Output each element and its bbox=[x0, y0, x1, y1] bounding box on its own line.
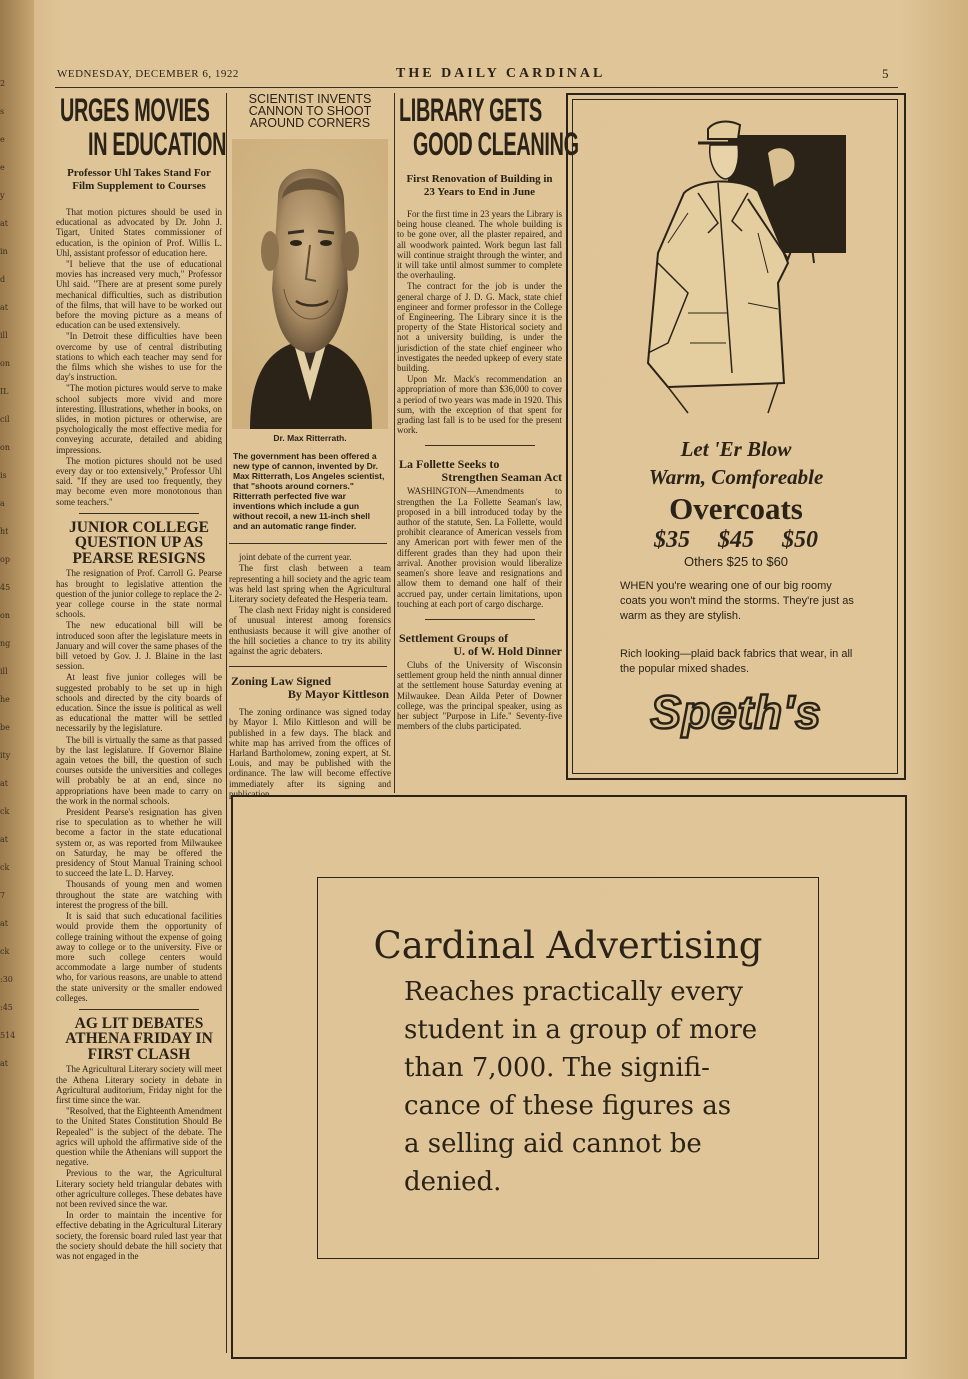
man-in-overcoat-drawing bbox=[628, 113, 848, 413]
column-divider bbox=[394, 93, 395, 793]
paragraph: That motion pictures should be used in educational as advocated by Dr. John J. Tigart, United States commissioner of education, is the opinion of Prof. Willis L. Uhl, assistant professor of education here. bbox=[56, 207, 222, 258]
ad-price-range: Others $25 to $60 bbox=[683, 554, 789, 569]
article-divider bbox=[79, 1009, 199, 1010]
settlement-headline-1: Settlement Groups of bbox=[399, 630, 509, 645]
ad-body-2: Rich looking—plaid back fabrics that wear, in all the popular mixed shades. bbox=[620, 648, 853, 675]
cardinal-ad-line: a selling aid cannot be bbox=[404, 1129, 702, 1159]
paragraph: The bill is virtually the same as that passed by the last legislature. If Governor Blaine again vetoes the bill, the question of such courses outside the universities and colleges will probably be at an end, since no appropriations have been made to carry on the work in the normal schools. bbox=[56, 734, 222, 806]
ag-lit-headline: AG LIT DEBATES ATHENA FRIDAY IN FIRST CLASH bbox=[65, 1014, 213, 1063]
ad-slogan-1: Let 'Er Blow bbox=[680, 437, 792, 461]
paragraph: "Resolved, that the Eighteenth Amendment to the United States Constitution Should Be Repealed" is the subject of the debate. The agrics will uphold the affirmative side of the question while the Athenians will support the negative. bbox=[56, 1106, 222, 1168]
cannon-headline: SCIENTIST INVENTS CANNON TO SHOOT AROUND CORNERS bbox=[248, 92, 372, 130]
spine-fragment: on bbox=[0, 443, 10, 452]
ad-price: $45 bbox=[718, 527, 754, 553]
ad-price: $50 bbox=[782, 527, 818, 553]
paragraph: Clubs of the University of Wisconsin settlement group held the ninth annual dinner at the settlement house Saturday evening at Milwaukee. Dean Ailda Peter of Downer college, was the principal speaker, using as her subject "Purpose in Life." Seventy-five members of the clubs participated. bbox=[397, 659, 562, 732]
speths-overcoat-ad bbox=[566, 93, 906, 780]
paragraph: For the first time in 23 years the Library is being house cleaned. The whole building is to be gone over, all the plaster repaired, and all woodwork painted. Work begun last fall will continue straight through the winter, and it will take until almost summer to complete the overhauling. bbox=[397, 209, 562, 281]
spine-fragment: in bbox=[0, 247, 8, 256]
spine-fragment: :30 bbox=[0, 975, 13, 984]
library-article-body bbox=[397, 209, 562, 435]
paragraph: The resignation of Prof. Carroll G. Pearse has brought to legislative attention the question of the junior college to replace the 2-year college course in the state normal schools. bbox=[56, 568, 222, 620]
paragraph: The clash next Friday night is considered of unusual interest among forensics enthusiasts because it will give another of the hill societies a chance to try its ability against the agric debaters. bbox=[229, 605, 391, 657]
spine-fragment: ill bbox=[0, 331, 8, 340]
spine-fragment: at bbox=[0, 779, 8, 788]
article-divider bbox=[79, 513, 199, 514]
movies-headline-1: URGES MOVIES bbox=[60, 92, 210, 128]
paragraph: "In Detroit these difficulties have been overcome by use of central distributing stations to which each teacher may send for the films which she wishes to use for the day's instruction. bbox=[56, 331, 222, 383]
ad-price: $35 bbox=[654, 527, 690, 553]
movies-article-body bbox=[56, 207, 222, 507]
ritterrath-portrait bbox=[232, 139, 388, 429]
cardinal-ad-line: student in a group of more bbox=[404, 1015, 758, 1045]
cardinal-ad-inner-box bbox=[317, 877, 819, 1259]
zoning-headline-1: Zoning Law Signed bbox=[231, 674, 332, 689]
library-subhead: First Renovation of Building in 23 Years to End in June bbox=[406, 173, 553, 198]
paragraph: In order to maintain the incentive for effective debating in the Agricultural Literary society, the forensic board ruled last year that the society should debate the hill society that was not engaged in the bbox=[56, 1210, 222, 1262]
column-one bbox=[56, 92, 227, 1355]
cardinal-ad-body bbox=[404, 973, 818, 1201]
spine-fragment: ill bbox=[0, 667, 8, 676]
movies-headline-2: IN EDUCATION bbox=[88, 126, 227, 162]
follette-headline-2: Strengthen Seaman Act bbox=[441, 470, 562, 485]
spine-fragment: s bbox=[0, 107, 5, 116]
column-divider bbox=[226, 93, 227, 1353]
ag-lit-article-body bbox=[56, 1064, 222, 1261]
cardinal-ad-line: Reaches practically every bbox=[404, 977, 743, 1007]
spine-fragment: at bbox=[0, 1059, 8, 1068]
ad-slogan-block bbox=[568, 435, 904, 569]
page-header bbox=[40, 66, 890, 86]
spine-fragment: he bbox=[0, 695, 10, 704]
paragraph: "The motion pictures would serve to make school subjects more vivid and more interesting. Illustrations, whether in books, on slides, in motion pictures or otherwise, are psychologically the most effective media for conveying accurate, detailed and abiding impressions. bbox=[56, 383, 222, 455]
spine-fragment: ity bbox=[0, 751, 11, 760]
spine-fragment: 514 bbox=[0, 1031, 16, 1040]
spine-fragment: at bbox=[0, 919, 8, 928]
ad-product: Overcoats bbox=[669, 491, 803, 526]
ad-body-1: WHEN you're wearing one of our big roomy coats you won't mind the storms. They're just as warm as they are stylish. bbox=[620, 580, 854, 622]
cardinal-ad-line: cance of these figures as bbox=[404, 1091, 732, 1121]
paragraph: Upon Mr. Mack's recommendation an appropriation of more than $36,000 to cover a period of two years was made in 1920. This sum, with the exception of that spent for grading last fall is to be used for the present work. bbox=[397, 374, 562, 436]
cardinal-advertising-ad bbox=[231, 795, 907, 1359]
spine-fragment: 2 bbox=[0, 79, 6, 88]
spine-fragment: ng bbox=[0, 639, 11, 648]
spine-fragment: ht bbox=[0, 527, 9, 536]
spine-fragment: ck bbox=[0, 807, 10, 816]
column-three bbox=[397, 92, 579, 793]
junior-college-headline: JUNIOR COLLEGE QUESTION UP AS PEARSE RESIGNS bbox=[69, 518, 209, 567]
ad-slogan-2: Warm, Comforeable bbox=[648, 465, 824, 489]
spine-fragment: ck bbox=[0, 863, 10, 872]
paragraph: The Agricultural Literary society will meet the Athena Literary society in debate in Agricultural auditorium, Friday night for the first time since the war. bbox=[56, 1064, 222, 1106]
page-number: 5 bbox=[882, 66, 889, 81]
spine-fragment: cil bbox=[0, 415, 10, 424]
column-two bbox=[229, 92, 391, 799]
library-headline-2: GOOD CLEANING bbox=[413, 126, 579, 162]
paragraph: It is said that such educational facilities would provide them the opportunity of college training without the expense of going away to college or to the university. Five or more such college centers would accommodate a large number of students who, for various reasons, are unable to attend the state university or the smaller endowed colleges. bbox=[56, 911, 222, 1003]
debate-continued-body bbox=[229, 552, 391, 656]
paragraph: joint debate of the current year. bbox=[239, 552, 352, 563]
cardinal-ad-line: denied. bbox=[404, 1167, 502, 1197]
paragraph: Thousands of young men and women throughout the state are watching with interest the progress of the bill. bbox=[56, 879, 222, 910]
spine-fragment: :45 bbox=[0, 1003, 13, 1012]
spine-fragment: op bbox=[0, 555, 10, 564]
newspaper-title: THE DAILY CARDINAL bbox=[396, 66, 606, 81]
article-divider bbox=[229, 666, 387, 667]
spine-fragment: on bbox=[0, 611, 10, 620]
spine-fragment: d bbox=[0, 275, 6, 284]
ad-prices bbox=[568, 527, 904, 554]
paragraph: The new educational bill will be introduced soon after the legislature meets in January and will cover the same phases of the bill vetoed by Gov. J. J. Blaine in the last session. bbox=[56, 620, 222, 672]
paragraph: At least five junior colleges will be suggested probably to be set up in high schools and directed by the city boards of education. Since the issue is political as well as educational the matter will be settled necessarily by the legislature. bbox=[56, 672, 222, 734]
spine-fragment: at bbox=[0, 303, 8, 312]
zoning-article-body bbox=[229, 707, 391, 799]
spine-fragment: 45 bbox=[0, 583, 11, 592]
article-divider bbox=[425, 619, 535, 620]
paragraph: Previous to the war, the Agricultural Literary society held triangular debates with other agriculture colleges. These debates have not been revived since the war. bbox=[56, 1168, 222, 1210]
movies-subhead: Professor Uhl Takes Stand For Film Supplement to Courses bbox=[67, 167, 211, 192]
paragraph: The first clash between a team representing a hill society and the agric team was held last spring when the Agricultural Literary society defeated the Hesperia team. bbox=[229, 563, 391, 605]
settlement-article-body bbox=[397, 660, 562, 731]
spine-fragment: IL bbox=[0, 387, 9, 396]
spine-fragment: ck bbox=[0, 947, 10, 956]
follette-article-body bbox=[397, 486, 562, 608]
spine-fragment: is bbox=[0, 471, 7, 480]
article-divider bbox=[229, 543, 387, 544]
spine-fragment: 7 bbox=[0, 891, 6, 900]
settlement-headline-2: U. of W. Hold Dinner bbox=[453, 643, 562, 658]
speths-logo: Speth's bbox=[650, 686, 822, 738]
spine-fragment: at bbox=[0, 219, 8, 228]
paragraph: The zoning ordinance was signed today by Mayor I. Milo Kittleson and will be published in a few days. The black and white map has arrived from the offices of Harland Bartholomew, zoning expert, at St. Louis, and may be published with the ordinance. The law will become effective immediately after its signing and publication. bbox=[229, 707, 391, 799]
paragraph: President Pearse's resignation has given rise to speculation as to whether he will become a factor in the state educational system or, as was reported from Milwaukee on Saturday, he may be offered the presidency of Stout Manual Training school to succeed the late L. D. Harvey. bbox=[56, 807, 222, 879]
paragraph: "I believe that the use of educational movies has increased very much," Professor Uhl said. "There are at present some purely mechanical difficulties, such as distribution of the films, that will have to be worked out before the moving picture as a means of education can be used extensively. bbox=[56, 259, 222, 331]
paragraph: The contract for the job is under the general charge of J. D. G. Mack, state chief engineer and former professor in the College of Engineering. The Library since it is the property of the State Historical society and not a university building, is under the jurisdiction of the state chief engineer who investigates the needed upkeep of every state building. bbox=[397, 281, 562, 374]
library-headline-1: LIBRARY GETS bbox=[399, 92, 542, 128]
cannon-caption: The government has been offered a new type of cannon, invented by Dr. Max Ritterrath, Los Angeles scientist, that "shoots around corners." Ritterrath perfected five war inventions which include a gun without recoil, a new 11-inch shell and an automatic range finder. bbox=[233, 451, 385, 532]
spine-fragment: at bbox=[0, 835, 8, 844]
issue-date: WEDNESDAY, DECEMBER 6, 1922 bbox=[57, 68, 239, 80]
follette-headline-1: La Follette Seeks to bbox=[399, 457, 500, 472]
spine-fragment: e bbox=[0, 163, 5, 172]
cardinal-ad-title: Cardinal Advertising bbox=[373, 924, 763, 967]
paragraph: WASHINGTON—Amendments to strengthen the La Follette Seaman's law, proposed in a bill introduced today by the author of the statute, Sen. La Follette, would prohibit clearance of American vessels from any American port with fewer men of the different grades than they had upon their arrival. Another provision would liberalize seamen's shore leave and resignations and allow them to demand one half of their accrued pay, under certain limitations, upon touching at each port of cargo discharge. bbox=[397, 486, 562, 609]
junior-college-article-body bbox=[56, 568, 222, 1003]
spine-fragment: e bbox=[0, 135, 5, 144]
spine-fragment: on bbox=[0, 359, 10, 368]
cardinal-ad-line: than 7,000. The signifi- bbox=[404, 1053, 710, 1083]
portrait-label: Dr. Max Ritterrath. bbox=[273, 433, 347, 443]
paragraph: The motion pictures should not be used every day or too extensively," Professor Uhl said. "If they are used too frequently, they may become even more monotonous than some teachers." bbox=[56, 455, 222, 507]
overcoat-illustration bbox=[628, 113, 848, 413]
spine-fragment: be bbox=[0, 723, 10, 732]
header-rule bbox=[55, 87, 898, 88]
portrait-photo bbox=[232, 139, 388, 429]
binding-edge bbox=[0, 0, 34, 1379]
zoning-headline-2: By Mayor Kittleson bbox=[287, 687, 389, 702]
spine-fragment: a bbox=[0, 499, 5, 508]
spine-fragment: y bbox=[0, 191, 5, 200]
article-divider bbox=[425, 445, 535, 446]
previous-page-fragments bbox=[0, 70, 24, 1078]
